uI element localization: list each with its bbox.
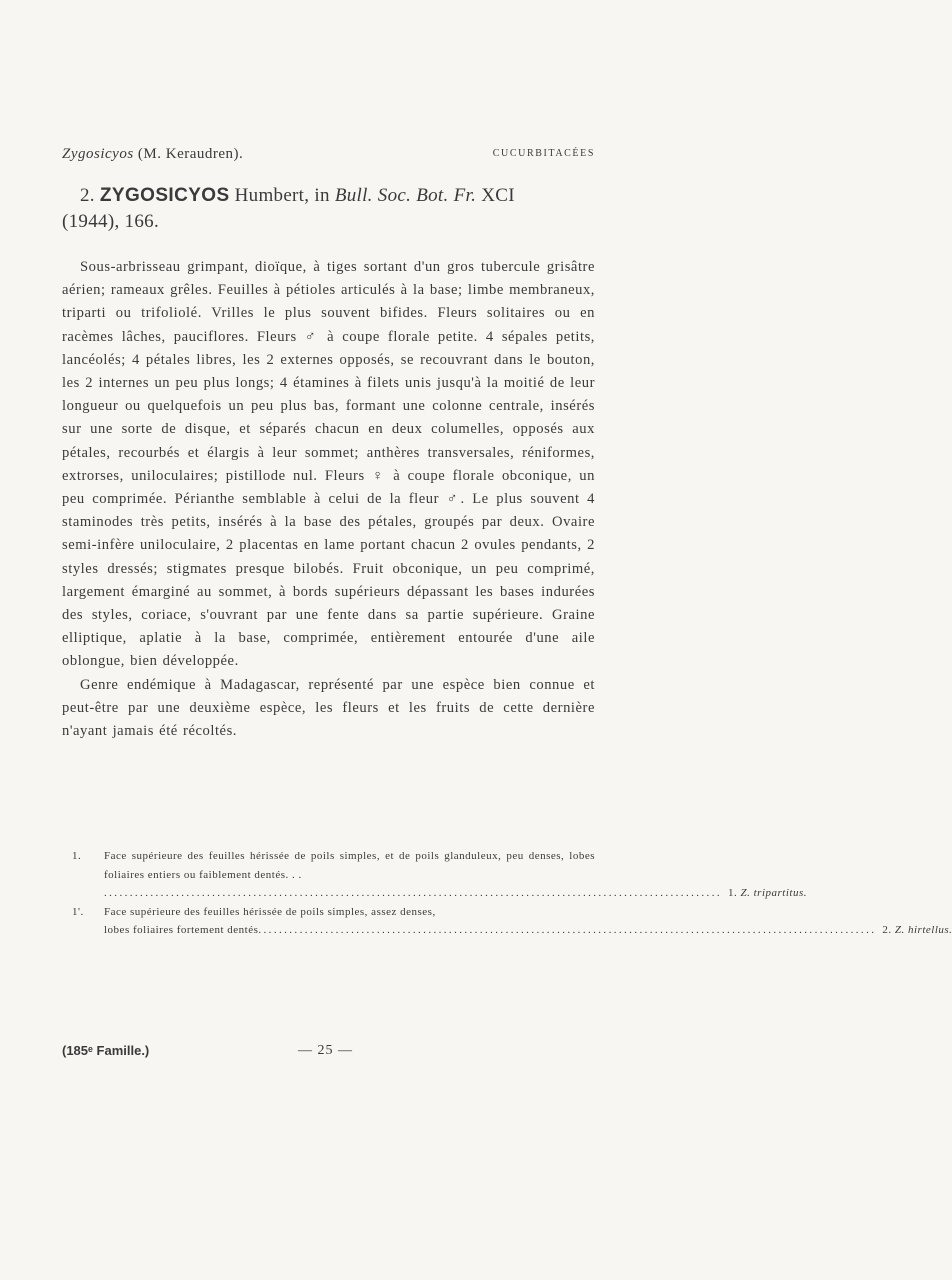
leader-dots: ........................................................................................................................: [258, 924, 877, 936]
key-entry-1: [62, 847, 807, 903]
key-taxon-number: 2.: [882, 924, 892, 936]
key-taxon-number: 1.: [728, 887, 738, 899]
key-taxon-genus: Z.: [894, 924, 905, 936]
running-head-author: (M. Keraudren).: [133, 146, 244, 162]
running-head-left: [62, 146, 243, 162]
key-taxon-species: tripartitus.: [753, 887, 807, 899]
genus-heading: [62, 183, 595, 235]
key-text-continued: lobes foliaires fortement dentés: [104, 924, 259, 936]
key-lead-number: 1.: [72, 850, 82, 862]
genus-journal: Bull. Soc. Bot. Fr.: [334, 185, 477, 206]
distribution-paragraph: Genre endémique à Madagascar, représenté par une espèce bien connue et peut-être par une deuxième espèce, les fleurs et les fruits de cette dernière n'ayant jamais été récoltés.: [62, 676, 595, 740]
key-taxon: [876, 921, 952, 940]
family-number: (185ᵉ Famille.): [62, 1043, 150, 1058]
key-taxon: [722, 884, 807, 903]
running-head: [62, 146, 595, 163]
key-taxon-genus: Z.: [740, 887, 751, 899]
key-entry-1-prime: [62, 903, 952, 940]
key-result: [104, 921, 952, 940]
genus-volume: XCI: [481, 185, 515, 206]
page-footer: [62, 1043, 595, 1060]
leader-dots: ........................................................................................................................: [104, 887, 722, 899]
genus-name: ZYGOSICYOS: [99, 185, 230, 206]
key-taxon-species: hirtellus.: [908, 924, 952, 936]
running-head-family: CUCURBITACÉES: [492, 148, 595, 159]
genus-author: Humbert, in: [234, 185, 330, 206]
genus-year-page: (1944), 166.: [62, 211, 160, 232]
genus-number: 2.: [80, 185, 95, 206]
key-lead-number: 1'.: [72, 905, 84, 918]
genus-description: [62, 256, 595, 743]
key-result: [104, 884, 807, 903]
species-key: [62, 847, 952, 940]
key-text: Face supérieure des feuilles hérissée de poils simples, et de poils glanduleux, peu denses, lobes foliaires entiers ou faiblement dentés. . .: [104, 850, 595, 881]
page-number: — 25 —: [298, 1043, 353, 1058]
key-text: Face supérieure des feuilles hérissée de poils simples, assez denses,: [104, 905, 436, 918]
running-head-genus: Zygosicyos: [62, 146, 134, 162]
description-paragraph: Sous-arbrisseau grimpant, dioïque, à tiges sortant d'un gros tubercule grisâtre aérien; rameaux grêles. Feuilles à pétioles articulés à la base; limbe membraneux, triparti ou trifoliolé. Vrilles le plus souvent bifides. Fleurs solitaires ou en racèmes lâches, pauciflores. Fleurs ♂ à coupe florale petite. 4 sépales petits, lancéolés; 4 pétales libres, les 2 externes opposés, se recouvrant dans le bouton, les 2 internes un peu plus longs; 4 étamines à filets unis jusqu'à la moitié de leur longueur ou quelquefois un peu plus bas, formant une colonne centrale, insérés sur une sorte de disque, et séparés chacun en deux columelles, opposés aux pétales, recourbés et élargis à leur sommet; anthères transversales, réniformes, extrorses, uniloculaires; pistillode nul. Fleurs ♀ à coupe florale obconique, un peu comprimée. Périanthe semblable à celui de la fleur ♂. Le plus souvent 4 staminodes très petits, insérés à la base des pétales, groupés par deux. Ovaire semi-infère uniloculaire, 2 placentas en lame portant chacun 2 ovules pendants, 2 styles dressés; stigmates presque bilobés. Fruit obconique, un peu comprimé, largement émarginé au sommet, à bords supérieurs dépassant les bases indurées des styles, coriace, s'ouvrant par une fente dans sa partie supérieure. Graine elliptique, aplatie à la base, comprimée, entièrement entourée d'une aile oblongue, bien développée.: [62, 259, 595, 670]
